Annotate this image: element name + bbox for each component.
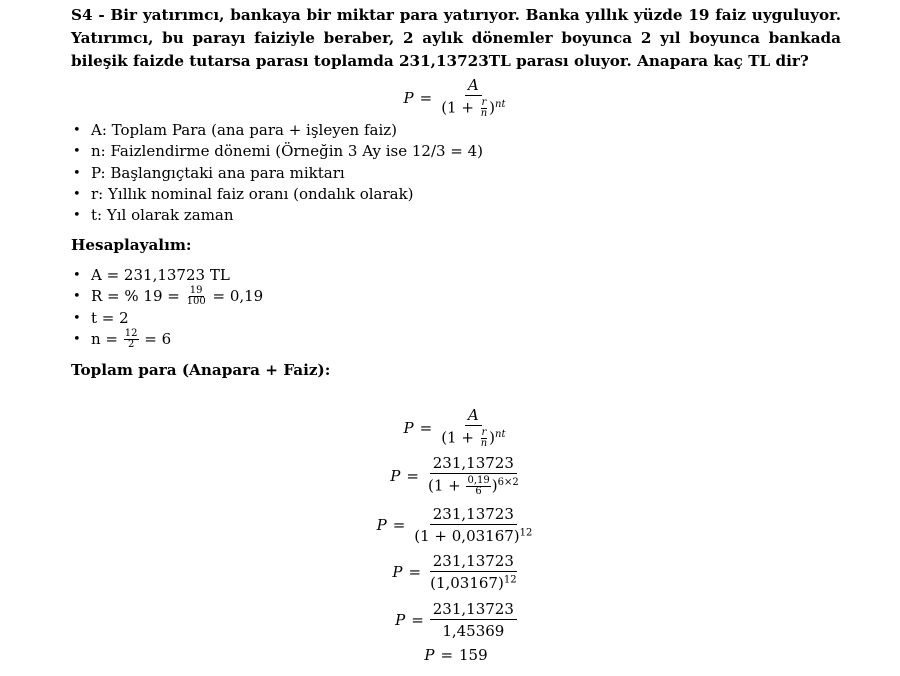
step-5-fraction: $\frac{231,13723}{1,45369}$ [430,600,517,640]
list-item: • n: Faizlendirme dönemi (Örneğin 3 Ay ise 12/3 = 4) [91,141,483,162]
definitions-list [91,120,483,226]
list-item: • t = 2 [91,308,263,329]
list-item: • r: Yıllık nominal faiz oranı (ondalık olarak) [91,184,483,205]
step-2: P = 231,13723 (1 + $\frac{0,19}{6}$ )$^{6\times 2}$ [71,454,841,497]
step-4: P = $\frac{231,13723}{(1,03167)^{12}}$ [71,552,841,592]
formula-denominator: (1 + $\frac{r}{n}$ )$^{nt}$ [441,97,506,119]
step-1: P = A (1 + $\frac{r}{n}$ )$^{nt}$ [71,406,841,449]
step-5: P = $\frac{231,13723}{1,45369}$ [71,600,841,640]
result-value: 159 [459,646,488,664]
list-item: • P: Başlangıçtaki ana para miktarı [91,163,483,184]
result: P = 159 [424,646,488,664]
step-2-fraction: 231,13723 (1 + $\frac{0,19}{6}$ )$^{6\times 2}$ [427,454,519,497]
list-item: • n = $\frac{12}{2}$ = 6 [91,329,263,350]
calc-heading: Hesaplayalım: [71,236,192,254]
list-item: • A: Toplam Para (ana para + işleyen faiz) [91,120,483,141]
list-item: • A = 231,13723 TL [91,265,263,286]
step-4-fraction: $\frac{231,13723}{(1,03167)^{12}}$ [430,552,517,592]
main-formula [71,76,841,119]
step-1-fraction: A (1 + $\frac{r}{n}$ )$^{nt}$ [441,406,506,449]
r-over-n: $\frac{r}{n}$ [480,97,488,119]
rate-fraction: $\frac{19}{100}$ [186,285,206,308]
values-list [91,265,263,350]
formula-exponent: nt [495,99,506,110]
formula-lhs: P [403,88,414,107]
formula-numerator: A [465,76,482,96]
formula-equals: = [419,88,433,107]
step-3-fraction: $\frac{231,13723}{(1 + 0,03167)^{12}}$ [414,505,533,545]
list-item: • t: Yıl olarak zaman [91,205,483,226]
question-text: S4 - Bir yatırımcı, bankaya bir miktar para yatırıyor. Banka yıllık yüzde 19 faiz uyguluyor. Yatırımcı, bu parayı faiziyle beraber, 2 aylık dönemler boyunca 2 yıl boyunca bankada bileşik faizde tutarsa parası toplamda 231,13723TL parası oluyor. Anapara kaç TL dir? [71,6,841,70]
period-fraction: $\frac{12}{2}$ [124,328,138,351]
total-heading: Toplam para (Anapara + Faiz): [71,361,331,379]
list-item: • R = % 19 = $\frac{19}{100}$ = 0,19 [91,286,263,307]
step-3: P = $\frac{231,13723}{(1 + 0,03167)^{12}}$ [71,505,841,545]
formula-fraction [438,76,508,119]
